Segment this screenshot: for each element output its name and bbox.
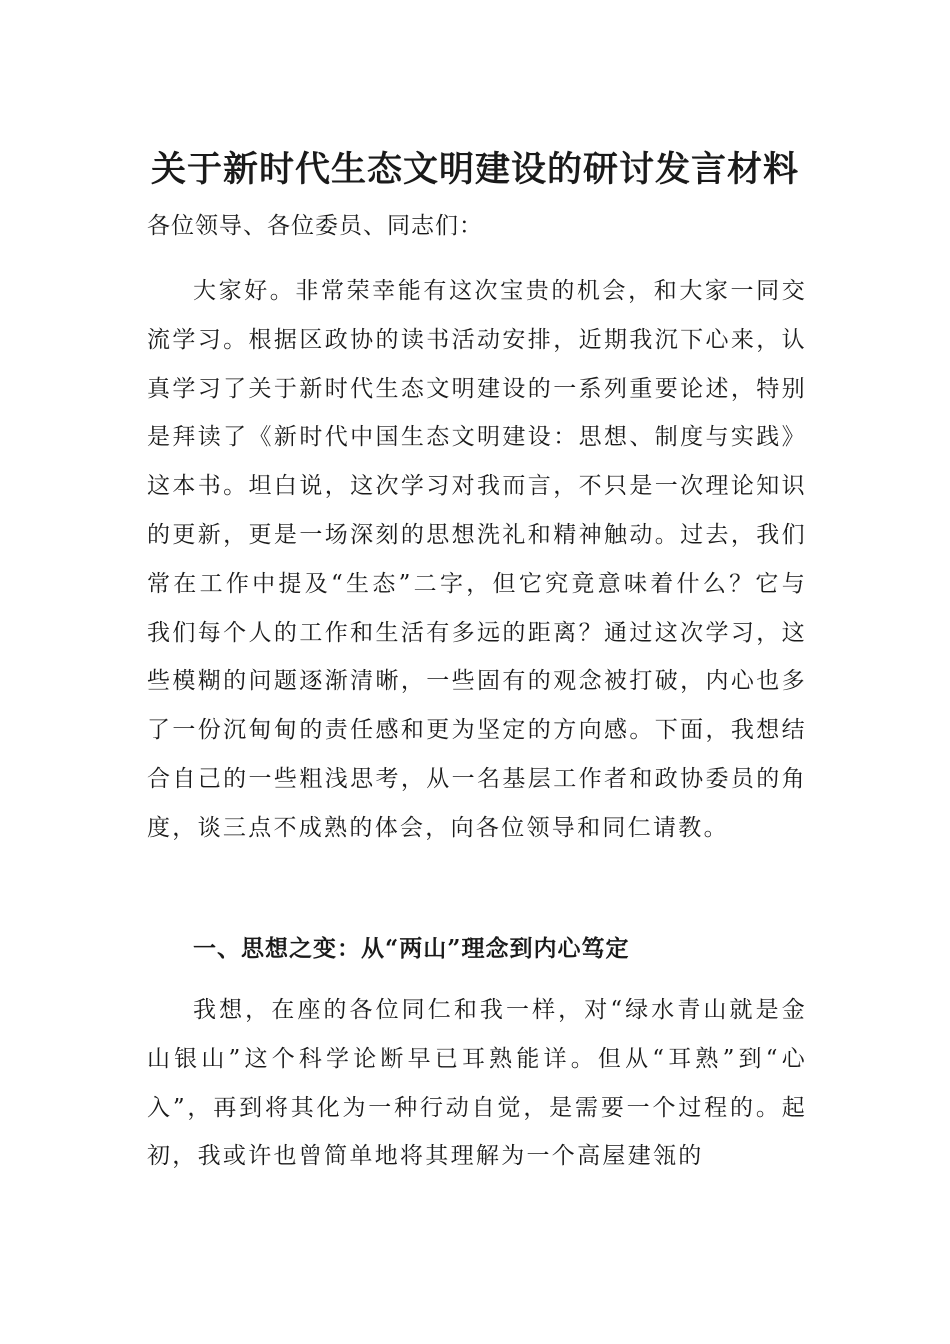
salutation: 各位领导、各位委员、同志们： (147, 213, 483, 239)
paragraph-section-one: 我想，在座的各位同仁和我一样，对“绿水青山就是金山银山”这个科学论断早已耳熟能详。但从“耳熟”到“心入”，再到将其化为一种行动自觉，是需要一个过程的。起初，我或许也曾简单地将其理解为一个高屋建瓴的 (147, 997, 807, 1170)
section-heading: 一、思想之变：从“两山”理念到内心笃定 (193, 935, 630, 962)
paragraph-intro: 大家好。非常荣幸能有这次宝贵的机会，和大家一同交流学习。根据区政协的读书活动安排，近期我沉下心来，认真学习了关于新时代生态文明建设的一系列重要论述，特别是拜读了《新时代中国生态文明建设：思想、制度与实践》这本书。坦白说，这次学习对我而言，不只是一次理论知识的更新，更是一场深刻的思想洗礼和精神触动。过去，我们常在工作中提及“生态”二字，但它究竟意味着什么？它与我们每个人的工作和生活有多远的距离？通过这次学习，这些模糊的问题逐渐清晰，一些固有的观念被打破，内心也多了一份沉甸甸的责任感和更为坚定的方向感。下面，我想结合自己的一些粗浅思考，从一名基层工作者和政协委员的角度，谈三点不成熟的体会，向各位领导和同仁请教。 (147, 278, 807, 841)
document-title: 关于新时代生态文明建设的研讨发言材料 (150, 149, 799, 190)
